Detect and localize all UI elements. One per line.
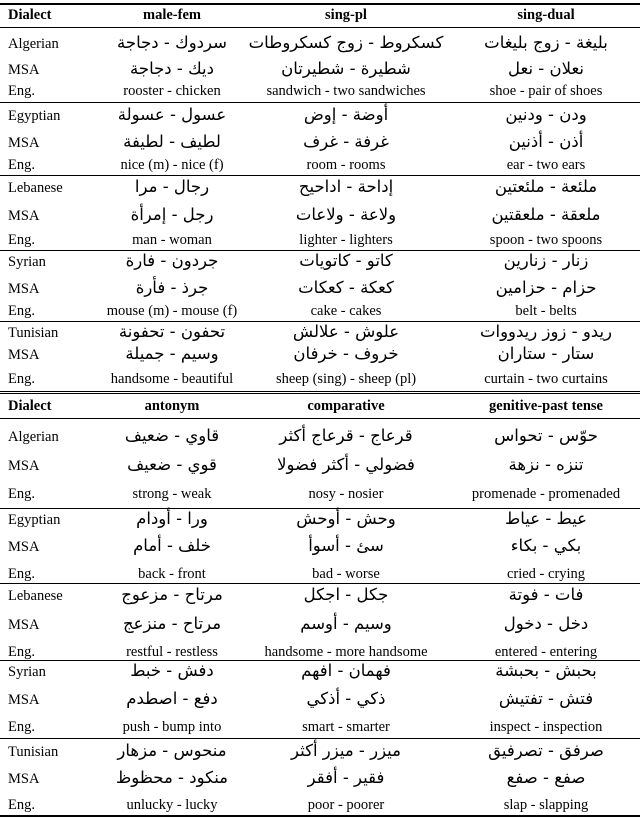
table-cell: سردوك - دجاجة	[117, 33, 227, 52]
table-cell: قرعاج - قرعاج أكثر	[279, 426, 413, 445]
row-label: MSA	[8, 538, 40, 555]
table-cell: جردون - فارة	[125, 251, 219, 270]
table-cell: nice (m) - nice (f)	[120, 156, 224, 173]
table-cell: منكود - محظوظ	[115, 768, 229, 787]
table-cell: صرفق - تصرفيق	[488, 741, 604, 760]
row-label: MSA	[8, 616, 40, 633]
table-rule	[0, 391, 640, 392]
table-cell: دخل - دخول	[503, 614, 589, 633]
table-cell: strong - weak	[132, 485, 212, 502]
table-cell: restful - restless	[126, 643, 218, 660]
table-cell: مرتاح - مزعوج	[121, 585, 223, 604]
table-cell: علوش - علالش	[292, 322, 400, 341]
table-cell: فضولي - أكثر فضولا	[277, 455, 415, 474]
row-label: Eng.	[8, 82, 35, 99]
table-cell: نعلان - نعل	[507, 59, 585, 78]
row-label: Algerian	[8, 35, 59, 52]
table-cell: بليغة - زوج بليغات	[484, 33, 608, 52]
table-cell: ودن - ودنين	[505, 105, 587, 124]
table-cell: smart - smarter	[302, 718, 390, 735]
table-cell: shoe - pair of shoes	[489, 82, 603, 99]
table-rule	[0, 738, 640, 739]
row-label: MSA	[8, 346, 40, 363]
table-cell: ميزر - ميزر أكثر	[291, 741, 401, 760]
table-cell: ملعقة - ملعقتين	[491, 205, 601, 224]
table-cell: unlucky - lucky	[126, 796, 218, 813]
row-label: MSA	[8, 770, 40, 787]
table-cell: وحش - أوحش	[296, 509, 396, 528]
table-cell: فات - فوتة	[508, 585, 584, 604]
table-cell: room - rooms	[306, 156, 386, 173]
table-cell: ذكي - أذكي	[306, 689, 386, 708]
table-cell: كاتو - كاتويات	[299, 251, 393, 270]
table-cell: وسيم - جميلة	[125, 344, 219, 363]
row-label: Eng.	[8, 231, 35, 248]
table-cell: mouse (m) - mouse (f)	[106, 302, 238, 319]
table-rule	[0, 102, 640, 103]
table-cell: حوّس - تحواس	[494, 426, 598, 445]
row-label: MSA	[8, 691, 40, 708]
table-rule	[0, 175, 640, 176]
row-label: Eng.	[8, 565, 35, 582]
row-label: Syrian	[8, 253, 46, 270]
table-cell: لطيف - لطيفة	[123, 132, 221, 151]
table-cell: bad - worse	[312, 565, 380, 582]
table-cell: مرتاح - منزعج	[122, 614, 222, 633]
table-rule	[0, 815, 640, 817]
row-label: Egyptian	[8, 511, 61, 528]
table-cell: وسيم - أوسم	[300, 614, 392, 633]
row-label: Egyptian	[8, 107, 61, 124]
table-cell: handsome - beautiful	[110, 370, 234, 387]
row-label: Eng.	[8, 156, 35, 173]
row-label: MSA	[8, 134, 40, 151]
table-cell: lighter - lighters	[299, 231, 393, 248]
table-cell: إداحة - اداحيح	[298, 177, 394, 196]
table-cell: ديك - دجاجة	[130, 59, 214, 78]
table-cell: دفش - خبط	[130, 661, 214, 680]
row-label: MSA	[8, 457, 40, 474]
table-cell: بحبش - بحبشة	[495, 661, 597, 680]
table-cell: كعكة - كعكات	[298, 278, 394, 297]
table-cell: دفع - اصطدم	[126, 689, 218, 708]
row-label: Eng.	[8, 796, 35, 813]
row-label: MSA	[8, 280, 40, 297]
table-cell: جرذ - فأرة	[135, 278, 209, 297]
table-cell: cried - crying	[506, 565, 586, 582]
table-cell: صفع - صفع	[506, 768, 586, 787]
table-cell: nosy - nosier	[308, 485, 384, 502]
table-cell: فقير - أفقر	[307, 768, 385, 787]
table-cell: عيط - عياط	[504, 509, 588, 528]
table-cell: جكل - اجكل	[303, 585, 389, 604]
table-cell: رجل - إمرأة	[130, 205, 214, 224]
table-cell: قوي - ضعيف	[127, 455, 217, 474]
row-label: Eng.	[8, 643, 35, 660]
table-cell: rooster - chicken	[123, 82, 221, 99]
row-label: Lebanese	[8, 179, 63, 196]
table-cell: entered - entering	[494, 643, 598, 660]
table-cell: منحوس - مزهار	[117, 741, 227, 760]
table-cell: push - bump into	[122, 718, 222, 735]
table-cell: أوضة - إوض	[303, 105, 389, 124]
table-cell: sheep (sing) - sheep (pl)	[275, 370, 417, 387]
column-header: Dialect	[8, 6, 52, 23]
column-header: genitive-past tense	[489, 397, 603, 414]
table-cell: غرفة - غرف	[303, 132, 389, 151]
column-header: comparative	[307, 397, 385, 414]
table-cell: spoon - two spoons	[489, 231, 603, 248]
table-cell: حزام - حزامين	[495, 278, 597, 297]
row-label: Eng.	[8, 302, 35, 319]
table-cell: أذن - أذنين	[508, 132, 584, 151]
column-header: sing-pl	[325, 6, 367, 23]
table-cell: ريدو - زوز ريدووات	[479, 322, 613, 341]
table-cell: back - front	[138, 565, 206, 582]
table-rule	[0, 393, 640, 394]
table-cell: كسكروط - زوج كسكروطات	[248, 33, 444, 52]
table-cell: فهمان - افهم	[301, 661, 391, 680]
row-label: MSA	[8, 61, 40, 78]
table-cell: قاوي - ضعيف	[124, 426, 220, 445]
table-cell: خروف - خرفان	[293, 344, 399, 363]
table-cell: ولاعة - ولاعات	[295, 205, 397, 224]
table-cell: شطيرة - شطيرتان	[281, 59, 411, 78]
row-label: MSA	[8, 207, 40, 224]
table-cell: ear - two ears	[506, 156, 586, 173]
table-cell: زنار - زنارين	[503, 251, 589, 270]
row-label: Eng.	[8, 718, 35, 735]
row-label: Lebanese	[8, 587, 63, 604]
table-rule	[0, 27, 640, 28]
table-cell: man - woman	[132, 231, 212, 248]
table-rule	[0, 418, 640, 419]
table-cell: بكي - بكاء	[510, 536, 582, 555]
table-cell: ملئعة - ملئعتين	[494, 177, 598, 196]
table-cell: promenade - promenaded	[471, 485, 621, 502]
table-rule	[0, 583, 640, 584]
table-cell: inspect - inspection	[489, 718, 603, 735]
table-cell: poor - poorer	[307, 796, 385, 813]
table-rule	[0, 3, 640, 5]
table-cell: تنزه - نزهة	[508, 455, 584, 474]
column-header: male-fem	[143, 6, 201, 23]
column-header: sing-dual	[517, 6, 575, 23]
row-label: Syrian	[8, 663, 46, 680]
table-cell: رجال - مرا	[134, 177, 210, 196]
table-cell: فتش - تفتيش	[498, 689, 594, 708]
row-label: Tunisian	[8, 324, 59, 341]
table-cell: عسول - عسولة	[117, 105, 227, 124]
table-cell: sandwich - two sandwiches	[266, 82, 426, 99]
table-cell: slap - slapping	[503, 796, 589, 813]
table-cell: ستار - ستاران	[497, 344, 595, 363]
table-cell: ورا - أودام	[136, 509, 208, 528]
table-cell: handsome - more handsome	[264, 643, 428, 660]
column-header: antonym	[144, 397, 200, 414]
column-header: Dialect	[8, 397, 52, 414]
table-cell: خلف - أمام	[133, 536, 211, 555]
table-cell: تحفون - تحفونة	[118, 322, 226, 341]
row-label: Algerian	[8, 428, 59, 445]
table-cell: cake - cakes	[310, 302, 382, 319]
row-label: Eng.	[8, 370, 35, 387]
table-cell: curtain - two curtains	[484, 370, 608, 387]
row-label: Tunisian	[8, 743, 59, 760]
table-cell: belt - belts	[515, 302, 577, 319]
row-label: Eng.	[8, 485, 35, 502]
table-cell: سئ - أسوأ	[308, 536, 384, 555]
